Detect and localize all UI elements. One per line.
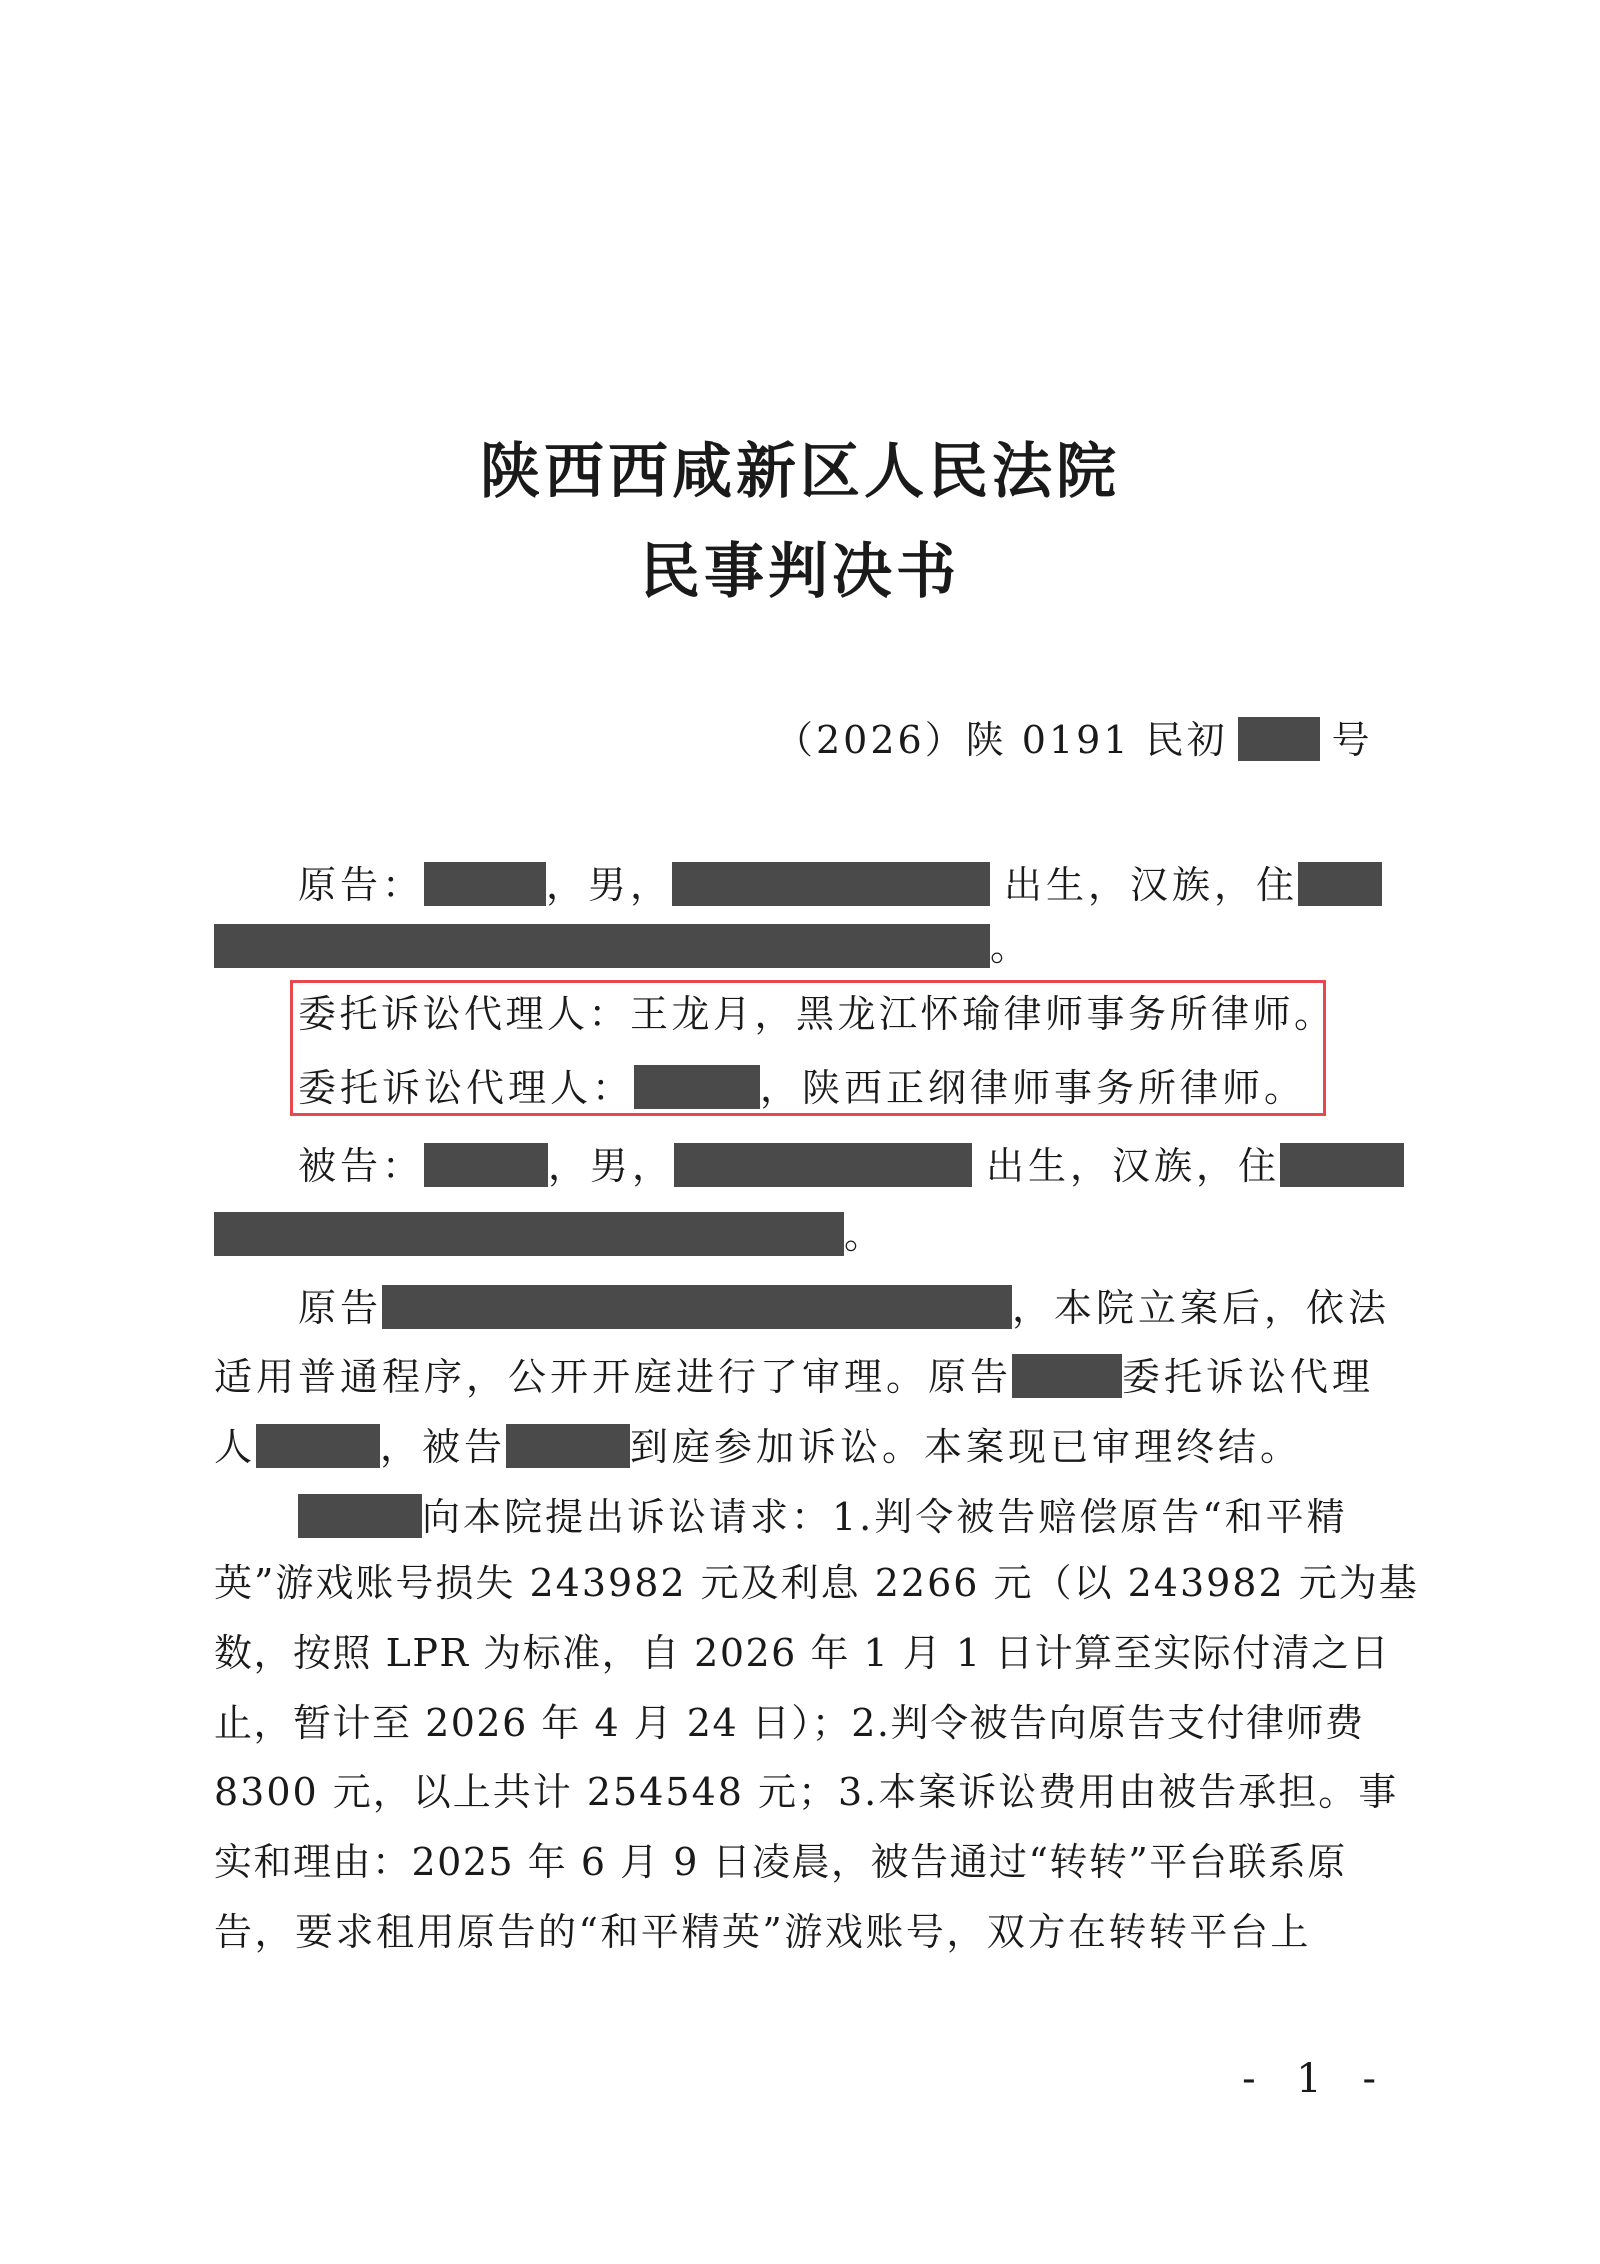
body-line: 实和理由：2025 年 6 月 9 日凌晨，被告通过“转转”平台联系原	[214, 1840, 1347, 1884]
body-text: 适用普通程序，公开开庭进行了审理。原告	[214, 1355, 1013, 1399]
agent-label: 委托诉讼代理人：	[298, 1066, 635, 1110]
court-name: 陕西西咸新区人民法院	[480, 437, 1120, 507]
redaction-bar	[1238, 717, 1320, 761]
body-line: 英”游戏账号损失 243982 元及利息 2266 元（以 243982 元为基	[214, 1561, 1419, 1605]
defendant-origin: 出生，汉族，住	[986, 1144, 1281, 1188]
defendant-line	[298, 1143, 1404, 1187]
body-text: 向本院提出诉讼请求：1.判令被告赔偿原告“和平精	[422, 1495, 1348, 1539]
case-number	[775, 717, 1373, 761]
plaintiff-gender: ，男，	[546, 863, 673, 907]
defendant-address-line	[214, 1212, 886, 1256]
redaction-bar	[1298, 862, 1382, 906]
body-text: ，被告	[380, 1425, 507, 1469]
body-line	[298, 1494, 1348, 1538]
body-text: 原告	[298, 1286, 383, 1330]
redaction-bar	[424, 862, 546, 906]
redaction-bar	[1012, 1354, 1122, 1398]
body-text: ，本院立案后，依法	[1012, 1286, 1391, 1330]
redaction-bar	[256, 1424, 380, 1468]
body-text: 到庭参加诉讼。本案现已审理终结。	[630, 1425, 1303, 1469]
case-number-prefix: （2026）陕 0191 民初	[775, 718, 1228, 762]
page-number: - 1 -	[1242, 2056, 1390, 2102]
redaction-bar	[672, 862, 990, 906]
body-line	[298, 1285, 1390, 1329]
redaction-bar	[214, 924, 990, 968]
redaction-bar	[424, 1143, 548, 1187]
redaction-bar	[506, 1424, 630, 1468]
body-text: 委托诉讼代理	[1122, 1355, 1375, 1399]
agent-firm: ，陕西正纲律师事务所律师。	[760, 1066, 1307, 1110]
period: 。	[990, 925, 1033, 969]
period: 。	[844, 1213, 887, 1257]
defendant-gender: ，男，	[548, 1144, 675, 1188]
body-line: 数，按照 LPR 为标准，自 2026 年 1 月 1 日计算至实际付清之日	[214, 1631, 1391, 1675]
redaction-bar	[382, 1285, 1012, 1329]
redaction-bar	[214, 1212, 844, 1256]
body-line	[214, 1354, 1374, 1398]
agent-line-2	[298, 1065, 1306, 1109]
body-text: 人	[214, 1425, 257, 1469]
plaintiff-line	[298, 862, 1382, 906]
redaction-bar	[674, 1143, 972, 1187]
body-line: 告，要求租用原告的“和平精英”游戏账号，双方在转转平台上	[214, 1910, 1311, 1954]
body-line: 8300 元，以上共计 254548 元；3.本案诉讼费用由被告承担。事	[214, 1770, 1399, 1814]
plaintiff-address-line	[214, 924, 1032, 968]
agent-line-1: 委托诉讼代理人：王龙月，黑龙江怀瑜律师事务所律师。	[298, 992, 1336, 1036]
body-line: 止，暂计至 2026 年 4 月 24 日）；2.判令被告向原告支付律师费	[214, 1701, 1365, 1745]
redaction-bar	[634, 1065, 760, 1109]
case-number-suffix: 号	[1331, 718, 1373, 762]
plaintiff-origin: 出生，汉族，住	[1004, 863, 1299, 907]
redaction-bar	[298, 1494, 422, 1538]
document-type: 民事判决书	[640, 537, 960, 607]
defendant-label: 被告：	[298, 1144, 425, 1188]
redaction-bar	[1280, 1143, 1404, 1187]
body-line	[214, 1424, 1302, 1468]
plaintiff-label: 原告：	[298, 863, 425, 907]
